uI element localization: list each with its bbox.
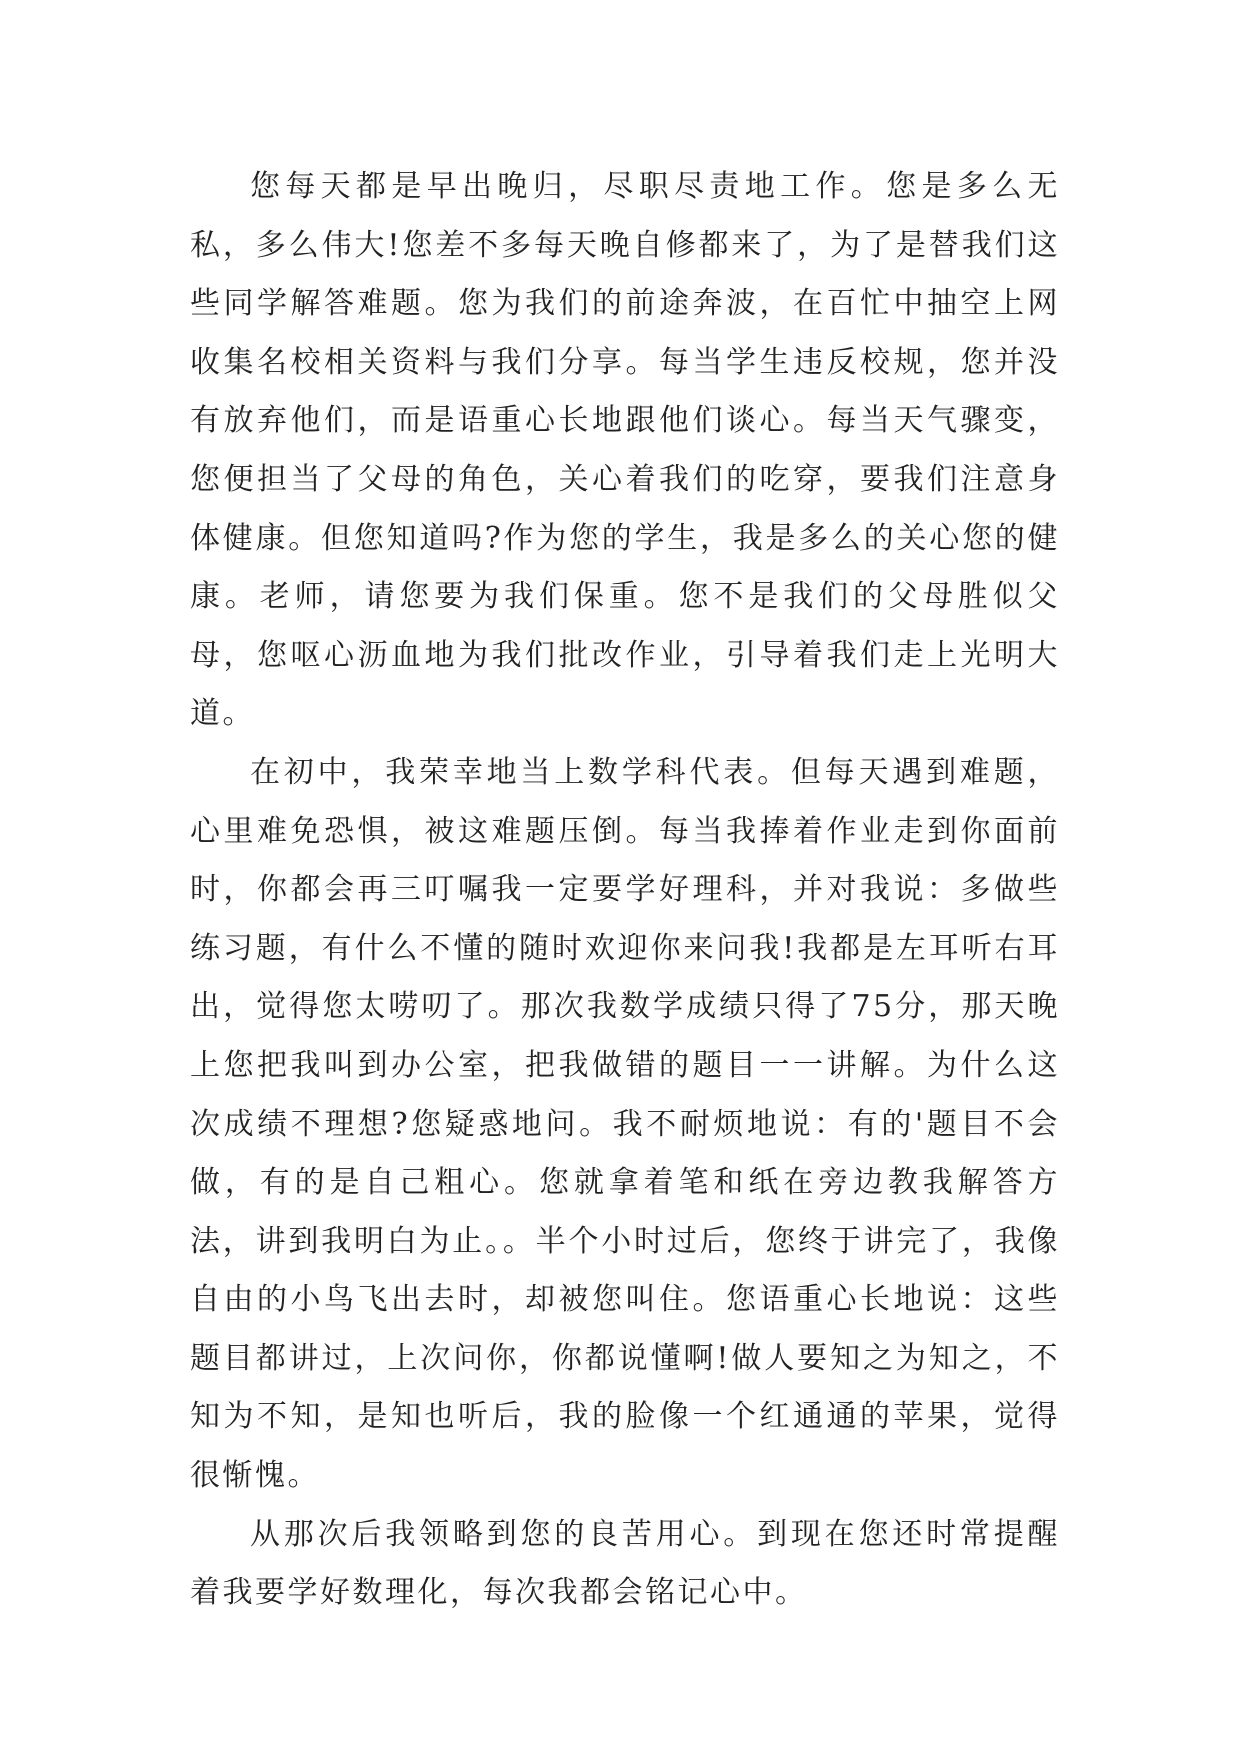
paragraph-3: 从那次后我领略到您的良苦用心。到现在您还时常提醒着我要学好数理化，每次我都会铭记心中。 (190, 1516, 1060, 1611)
body-text (190, 158, 1060, 1623)
paragraph-2: 在初中，我荣幸地当上数学科代表。但每天遇到难题，心里难免恐惧，被这难题压倒。每当我捧着作业走到你面前时，你都会再三叮嘱我一定要学好理科，并对我说：多做些练习题，有什么不懂的随时欢迎你来问我!我都是左耳听右耳出，觉得您太唠叨了。那次我数学成绩只得了75分，那天晚上您把我叫到办公室，把我做错的题目一一讲解。为什么这次成绩不理想?您疑惑地问。我不耐烦地说：有的'题目不会做，有的是自己粗心。您就拿着笔和纸在旁边教我解答方法，讲到我明白为止。。半个小时过后，您终于讲完了，我像自由的小鸟飞出去时，却被您叫住。您语重心长地说：这些题目都讲过，上次问你，你都说懂啊!做人要知之为知之，不知为不知，是知也听后，我的脸像一个红通通的苹果，觉得很惭愧。 (190, 754, 1060, 1494)
paragraph-1: 您每天都是早出晚归，尽职尽责地工作。您是多么无私，多么伟大!您差不多每天晚自修都来了，为了是替我们这些同学解答难题。您为我们的前途奔波，在百忙中抽空上网收集名校相关资料与我们分享。每当学生违反校规，您并没有放弃他们，而是语重心长地跟他们谈心。每当天气骤变，您便担当了父母的角色，关心着我们的吃穿，要我们注意身体健康。但您知道吗?作为您的学生，我是多么的关心您的健康。老师，请您要为我们保重。您不是我们的父母胜似父母，您呕心沥血地为我们批改作业，引导着我们走上光明大道。 (190, 169, 1060, 732)
